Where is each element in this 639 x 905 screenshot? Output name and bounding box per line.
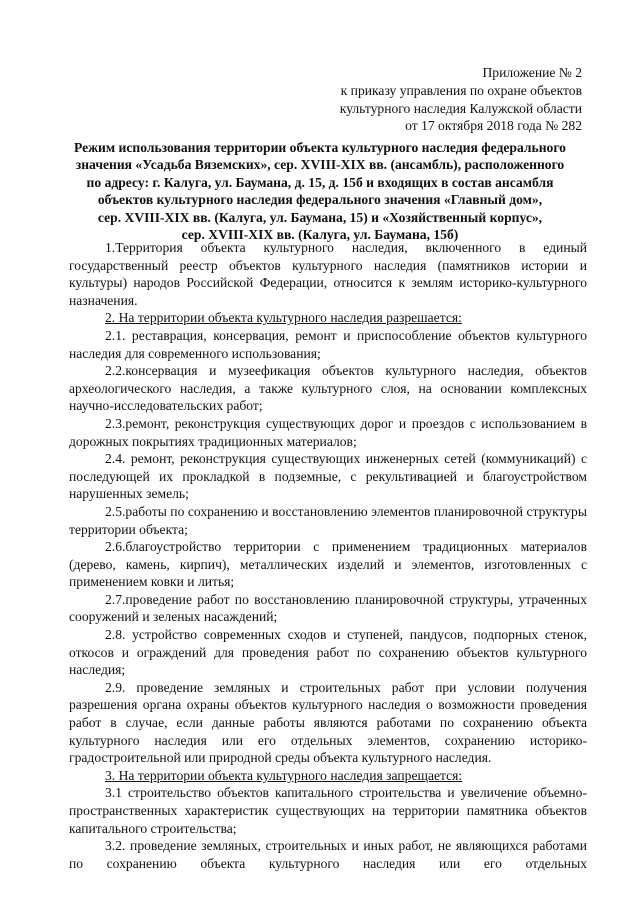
paragraph-2-1: 2.1. реставрация, консервация, ремонт и приспособление объектов культурного наследия для современного использования; (69, 327, 587, 361)
appendix-authority: культурного наследия Калужской области (339, 100, 582, 116)
document-body (69, 239, 587, 872)
paragraph-2-3: 2.3.ремонт, реконструкция существующих дорог и проездов с использованием в дорожных покрытиях традиционных материалов; (69, 415, 587, 449)
paragraph-2-6: 2.6.благоустройство территории с применением традиционных материалов (дерево, камень, кирпич), металлических изделий и элементов, изготовленных с применением ковки и литья; (69, 539, 587, 590)
paragraph-2-8: 2.8. устройство современных сходов и ступеней, пандусов, подпорных стенок, откосов и ограждений для проведения работ по сохранению объектов культурного наследия; (69, 627, 587, 678)
paragraph-2-4: 2.4. ремонт, реконструкция существующих инженерных сетей (коммуникаций) с последующей их прокладкой в подземные, с рекультивацией и благоустройством нарушенных земель; (69, 451, 587, 502)
paragraph-3-1: 3.1 строительство объектов капитального строительства и увеличение объемно-пространственных характеристик существующих на территории памятника объектов капитального строительства; (69, 785, 587, 836)
title-line: сер. XVIII-XIX вв. (Калуга, ул. Баумана, 15б) (181, 227, 459, 243)
title-line: значения «Усадьба Вяземских», сер. XVIII-XIX вв. (ансамбль), расположенного (75, 157, 565, 173)
paragraph-1: 1.Территория объекта культурного наследия, включенного в единый государственный реестр объектов культурного наследия (памятников истории и культуры) народов Российской Федерации, относится к землям историко-культурного назначения. (69, 240, 587, 308)
section-3-heading-text: 3. На территории объекта культурного наследия запрещается: (105, 767, 463, 783)
paragraph-3-2: 3.2. проведение земляных, строительных и иных работ, не являющихся работами по сохранению объекта культурного наследия или его отдельных (69, 838, 587, 871)
title-line: по адресу: г. Калуга, ул. Баумана, д. 15, д. 15б и входящих в состав ансамбля (86, 174, 554, 190)
section-2-heading (69, 309, 587, 327)
appendix-date: от 17 октября 2018 года № 282 (405, 118, 582, 134)
paragraph-2-7: 2.7.проведение работ по восстановлению планировочной структуры, утраченных сооружений и зеленых насаждений; (69, 591, 587, 625)
paragraph-2-9: 2.9. проведение земляных и строительных работ при условии получения разрешения органа охраны объектов культурного наследия о возможности проведения работ в случае, если данные работы являются работами по сохранению объекта культурного наследия или его отдельных элементов, сохранению историко-градостроительной или природной среды объекта культурного наследия. (69, 679, 587, 766)
title-line: сер. XVIII-XIX вв. (Калуга, ул. Баумана, 15) и «Хозяйственный корпус», (97, 209, 543, 225)
appendix-header (282, 64, 582, 135)
appendix-number: Приложение № 2 (482, 65, 582, 80)
section-2-heading-text: 2. На территории объекта культурного наследия разрешается: (105, 310, 462, 326)
paragraph-2-2: 2.2.консервация и музеефикация объектов культурного наследия, объектов археологического наследия, а также культурного слоя, на основании комплексных научно-исследовательских работ; (69, 363, 587, 414)
document-title (58, 139, 582, 243)
section-3-heading (69, 767, 587, 785)
title-line: Режим использования территории объекта культурного наследия федерального (74, 140, 566, 155)
appendix-order-ref: к приказу управления по охране объектов (340, 82, 582, 98)
title-line: объектов культурного наследия федерального значения «Главный дом», (97, 192, 543, 208)
paragraph-2-5: 2.5.работы по сохранению и восстановлению элементов планировочной структуры территории объекта; (69, 503, 587, 537)
